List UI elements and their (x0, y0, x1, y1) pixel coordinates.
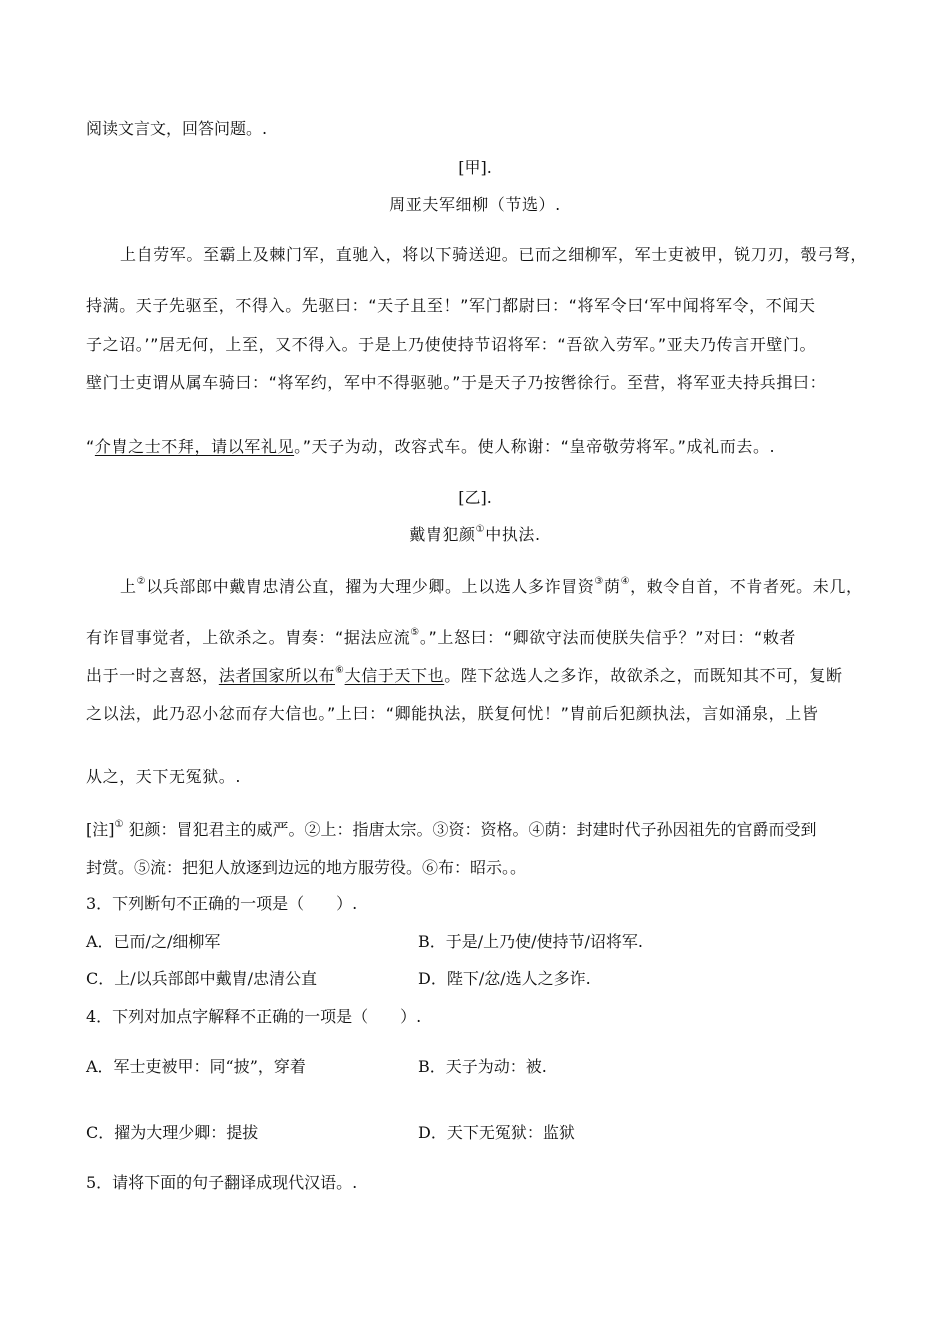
text: 上 (120, 577, 137, 596)
passage-b-line-5: 从之，天下无冤狱。. (86, 767, 242, 786)
title-text: 戴胄犯颜 (409, 525, 476, 544)
passage-a-line-4: 壁门士吏谓从属车骑曰：“将军约，军中不得驱驰。”于是天子乃按辔徐行。至营，将军亚夫持兵揖曰： (86, 373, 827, 392)
underlined-sentence-a: 介胄之士不拜，请以军礼见 (94, 437, 295, 456)
question-4-option-a: A．军士吏被甲：同“披”，穿着 (86, 1057, 306, 1076)
passage-a-tag: [甲]. (458, 158, 492, 177)
passage-b-line-4: 之以法，此乃忍小忿而存大信也。”上曰：“卿能执法，朕复何忧！”胄前后犯颜执法，言如涌泉，上皆 (86, 704, 819, 723)
question-4-option-c: C．擢为大理少卿：提拔 (86, 1123, 259, 1142)
text: 出于一时之喜怒， (86, 666, 219, 685)
question-3-option-a: A．已而/之/细柳军 (86, 932, 221, 951)
text: ，敕令自首，不肯者死。未几， (630, 577, 863, 596)
question-3-stem: 3．下列断句不正确的一项是（ ）. (86, 894, 358, 913)
question-4-stem: 4．下列对加点字解释不正确的一项是（ ）. (86, 1007, 422, 1026)
passage-b-tag: [乙]. (458, 488, 492, 507)
footnote-mark: ⑤ (410, 627, 420, 638)
footnote-mark: ① (475, 524, 486, 535)
text: 荫 (603, 577, 621, 596)
notes-text: 犯颜：冒犯君主的威严。②上：指唐太宗。③资：资格。④荫：封建时代子孙因祖先的官爵而受到 (123, 820, 817, 839)
question-5-stem: 5．请将下面的句子翻译成现代汉语。. (86, 1173, 358, 1192)
underlined-sentence-b: 法者国家所以布 (218, 666, 336, 685)
text: 以兵部郎中戴胄忠清公直，擢为大理少卿。上以选人多诈冒资 (146, 577, 595, 596)
passage-b-line-3 (86, 666, 843, 686)
footnote-mark: ④ (620, 576, 631, 587)
question-4-option-b: B．天子为动：被. (418, 1057, 547, 1076)
notes-line-2: 封赏。⑤流：把犯人放逐到边远的地方服劳役。⑥布：昭示。。 (86, 858, 527, 877)
passage-a-line-3: 子之诏。’”居无何，上至，又不得入。于是上乃使使持节诏将军：“吾欲入劳军。”亚夫乃传言开壁门。 (86, 335, 817, 354)
text: 。陛下忿选人之多诈，故欲杀之，而既知其不可，复断 (444, 666, 843, 685)
notes-label: [注] (86, 820, 115, 839)
footnote-mark: ③ (594, 576, 604, 587)
footnote-mark: ⑥ (335, 665, 345, 676)
text: 。”上怒曰：“卿欲守法而使朕失信乎？”对曰：“敕者 (419, 628, 797, 647)
passage-b-title (0, 525, 950, 545)
passage-a-line-5 (86, 437, 775, 457)
passage-a-line-1: 上自劳军。至霸上及棘门军，直驰入，将以下骑送迎。已而之细柳军，军士吏被甲，锐刀刃，彀弓弩， (120, 245, 868, 264)
notes-line-1 (86, 820, 817, 840)
question-3-option-d: D．陛下/忿/选人之多诈. (418, 969, 591, 988)
footnote-mark: ① (114, 819, 124, 830)
footnote-mark: ② (136, 576, 147, 587)
passage-a-title: 周亚夫军细柳（节选）. (389, 195, 561, 214)
passage-a-line-5-rest: 。”天子为动，改容式车。使人称谢：“皇帝敬劳将军。”成礼而去。. (294, 437, 776, 456)
text: 有诈冒事觉者，上欲杀之。胄奏：“据法应流 (86, 628, 411, 647)
instruction: 阅读文言文，回答问题。. (86, 119, 268, 138)
underlined-sentence-b-end: 大信于天下也 (344, 666, 445, 685)
passage-b-line-2 (86, 628, 796, 648)
passage-a-line-2: 持满。天子先驱至，不得入。先驱曰：“天子且至！”军门都尉曰：“将军令曰‘军中闻将军令，不闻天 (86, 296, 816, 315)
question-3-option-b: B．于是/上乃使/使持节/诏将军. (418, 932, 644, 951)
title-text-end: 中执法. (485, 525, 541, 544)
question-3-option-c: C．上/以兵部郎中戴胄/忠清公直 (86, 969, 318, 988)
quote-open: “ (86, 437, 95, 456)
passage-b-line-1 (120, 577, 863, 597)
question-4-option-d: D．天下无冤狱：监狱 (418, 1123, 575, 1142)
